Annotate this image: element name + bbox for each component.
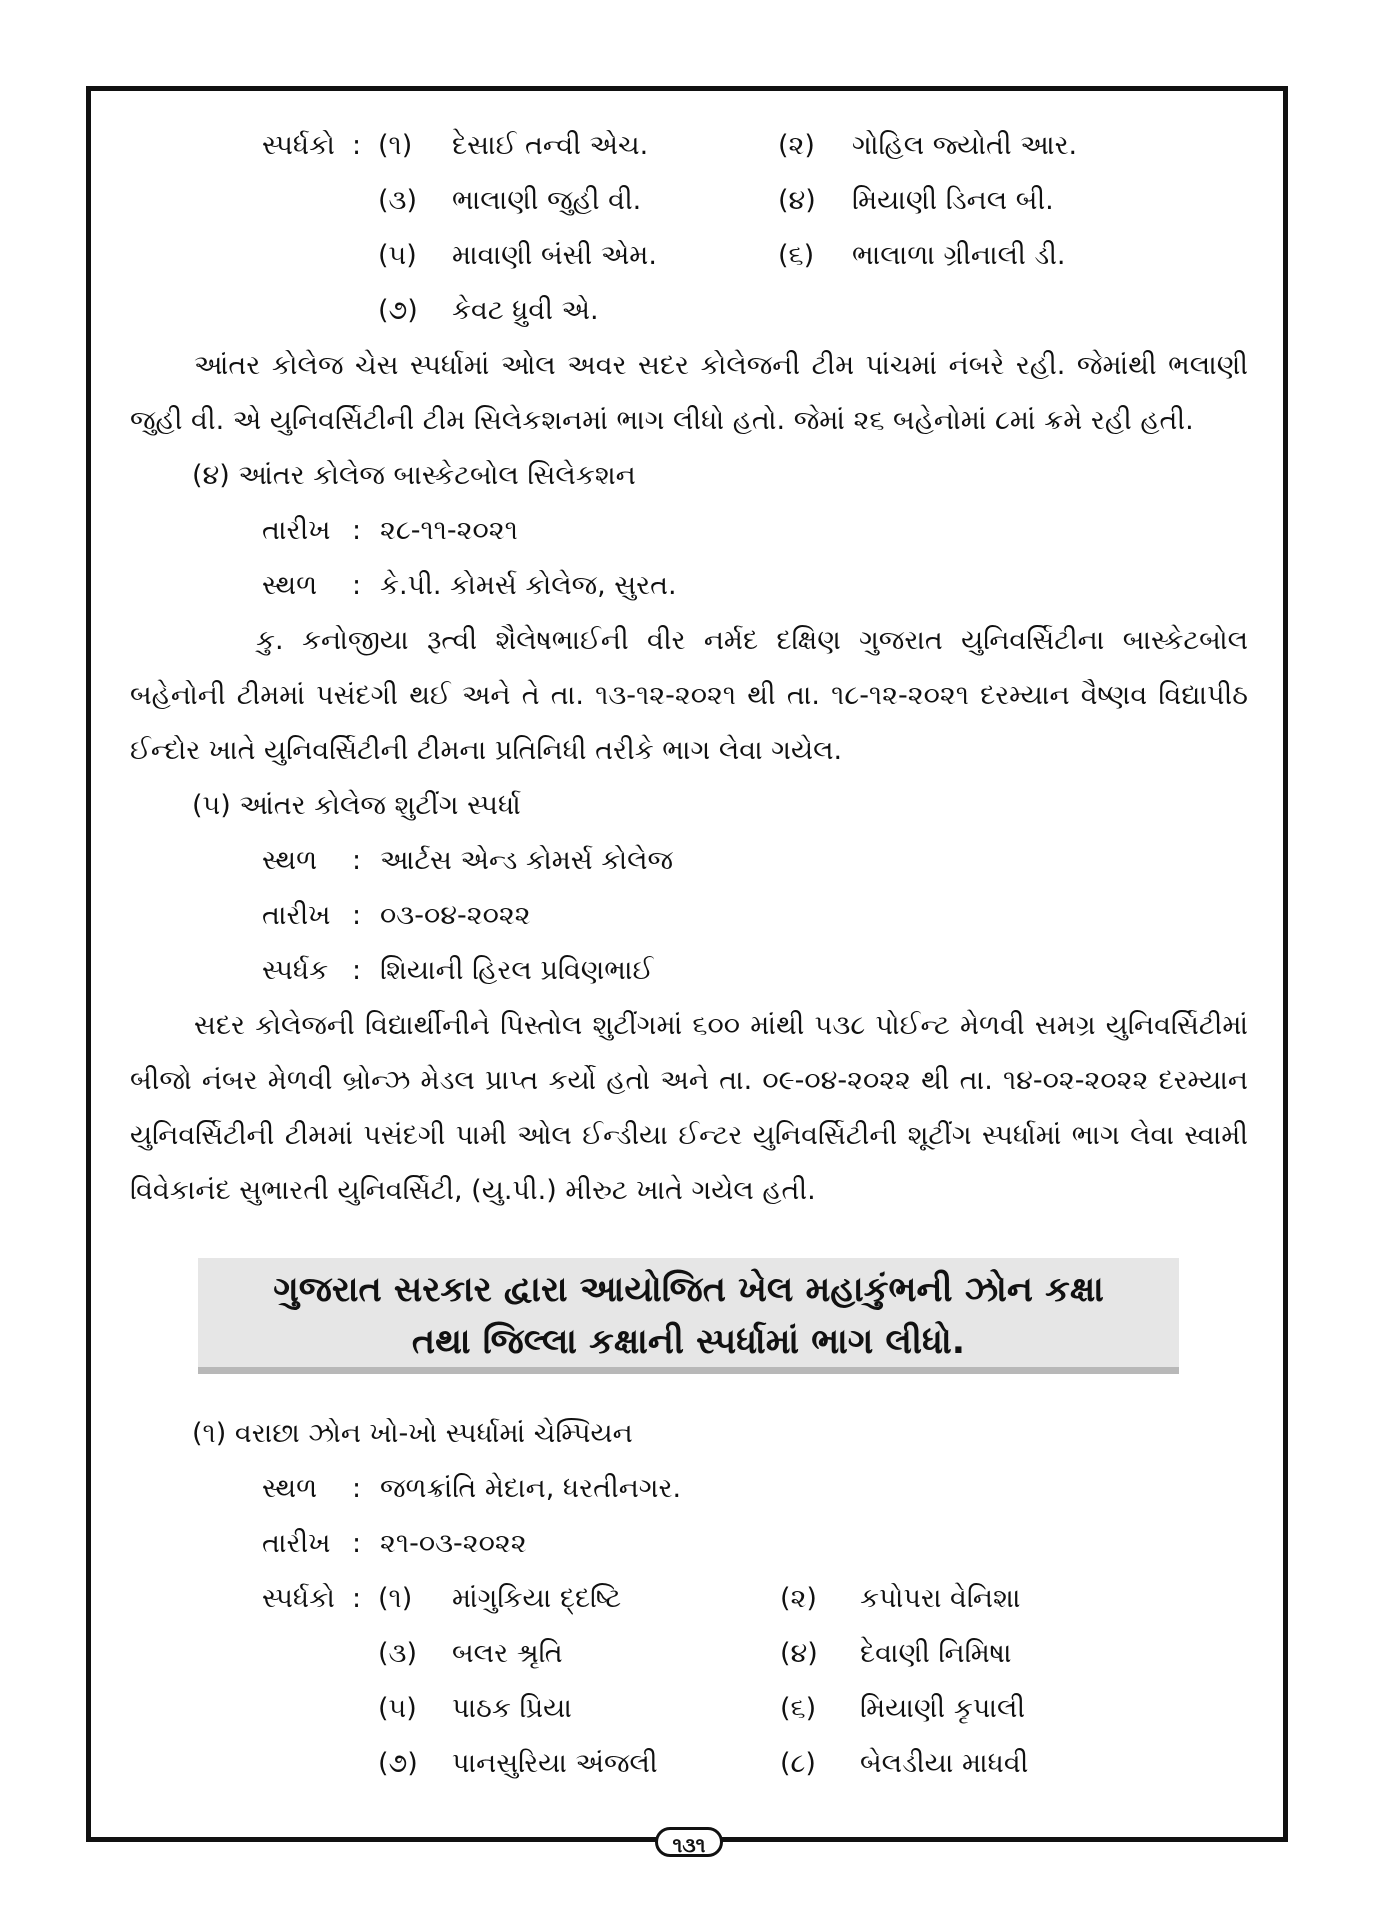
participants-row xyxy=(130,283,1248,338)
place-row xyxy=(130,1461,1248,1516)
participant-name: ભાલાળા ગ્રીનાલી ડી. xyxy=(852,240,1066,271)
participant-num: (૬) xyxy=(780,1693,817,1724)
participants-row xyxy=(130,118,1248,173)
place-row xyxy=(130,558,1248,613)
date-label: તારીખ xyxy=(262,1528,331,1559)
participant-name: માવાણી બંસી એમ. xyxy=(452,240,657,271)
shooting-paragraph: સદર કોલેજની વિદ્યાર્થીનીને પિસ્તોલ શુટીંગમાં ૬૦૦ માંથી ૫૩૮ પોઈન્ટ મેળવી સમગ્ર યુનિવર્સિટીમાં બીજો નંબર મેળવી બ્રોન્ઝ મેડલ પ્રાપ્ત કર્યો હતો અને તા. ૦૯-૦૪-૨૦૨૨ થી તા. ૧૪-૦૨-૨૦૨૨ દરમ્યાન યુનિવર્સિટીની ટીમમાં પસંદગી પામી ઓલ ઈન્ડીયા ઈન્ટર યુનિવર્સિટીની શૂટીંગ સ્પર્ધામાં ભાગ લેવા સ્વામી વિવેકાનંદ સુભારતી યુનિવર્સિટી, (યુ.પી.) મીરુટ ખાતે ગયેલ હતી. xyxy=(130,1010,1248,1206)
participant-name: ગોહિલ જ્યોતી આર. xyxy=(852,130,1078,161)
date-row xyxy=(130,888,1248,943)
participant-row xyxy=(130,943,1248,998)
khokho-section xyxy=(130,1406,1248,1791)
participant-name: મિયાણી કૃપાલી xyxy=(860,1693,1026,1724)
participant-num: (૧) xyxy=(378,1583,413,1614)
place-value: જળક્રાંતિ મેદાન, ધરતીનગર. xyxy=(380,1473,682,1504)
colon: : xyxy=(352,570,362,601)
participant-num: (૪) xyxy=(780,1638,818,1669)
participant-num: (૨) xyxy=(780,1583,817,1614)
place-value: આર્ટસ એન્ડ કોમર્સ કોલેજ xyxy=(380,845,674,876)
banner-line: ગુજરાત સરકાર દ્વારા આયોજિત ખેલ મહાકુંભની ઝોન કક્ષા xyxy=(273,1270,1104,1310)
basketball-paragraph: કુ. કનોજીયા રૂત્વી શૈલેષભાઈની વીર નર્મદ દક્ષિણ ગુજરાત યુનિવર્સિટીના બાસ્કેટબોલ બહેનોની ટીમમાં પસંદગી થઈ અને તે તા. ૧૩-૧૨-૨૦૨૧ થી તા. ૧૮-૧૨-૨૦૨૧ દરમ્યાન વૈષ્ણવ વિદ્યાપીઠ ઈન્દોર ખાતે યુનિવર્સિટીની ટીમના પ્રતિનિધી તરીકે ભાગ લેવા ગયેલ. xyxy=(130,625,1248,766)
participant-num: (૭) xyxy=(378,1748,418,1779)
section-heading xyxy=(130,1406,1248,1461)
participants-row xyxy=(130,228,1248,283)
section-heading xyxy=(130,778,1248,833)
page-number: ૧૩૧ xyxy=(655,1827,723,1857)
participants-label: સ્પર્ધકો xyxy=(262,130,335,161)
date-value: ૦૩-૦૪-૨૦૨૨ xyxy=(380,900,531,931)
colon: : xyxy=(352,515,362,546)
place-value: કે.પી. કોમર્સ કોલેજ, સુરત. xyxy=(380,570,677,601)
main-content xyxy=(130,118,1248,1218)
participant-num: (૨) xyxy=(778,130,815,161)
participant-name: કેવટ ધ્રુવી એ. xyxy=(452,295,599,326)
place-label: સ્થળ xyxy=(262,1473,318,1504)
participant-num: (૩) xyxy=(378,1638,418,1669)
participant-name: પાઠક પ્રિયા xyxy=(452,1693,572,1724)
participant-num: (૫) xyxy=(378,240,417,271)
basketball-heading: (૪) આંતર કોલેજ બાસ્કેટબોલ સિલેકશન xyxy=(192,460,636,491)
colon: : xyxy=(352,1473,362,1504)
participant-num: (૩) xyxy=(378,185,418,216)
date-label: તારીખ xyxy=(262,900,331,931)
shooting-heading: (૫) આંતર કોલેજ શુટીંગ સ્પર્ધા xyxy=(192,790,521,821)
participant-label: સ્પર્ધક xyxy=(262,955,329,986)
participant-name: બલર શ્રૃતિ xyxy=(452,1638,563,1669)
participant-value: શિયાની હિરલ પ્રવિણભાઈ xyxy=(380,955,654,986)
section-banner xyxy=(198,1258,1179,1374)
participant-num: (૮) xyxy=(780,1748,816,1779)
participant-name: દેસાઈ તન્વી એચ. xyxy=(452,130,649,161)
khokho-heading: (૧) વરાછા ઝોન ખો-ખો સ્પર્ધામાં ચેમ્પિયન xyxy=(192,1418,633,1449)
participant-num: (૫) xyxy=(378,1693,417,1724)
place-label: સ્થળ xyxy=(262,570,318,601)
participant-name: કપોપરા વેનિશા xyxy=(860,1583,1021,1614)
participant-name: દેવાણી નિમિષા xyxy=(860,1638,1012,1669)
place-label: સ્થળ xyxy=(262,845,318,876)
participants-row xyxy=(130,1571,1248,1626)
colon: : xyxy=(352,955,362,986)
colon: : xyxy=(352,1583,362,1614)
place-row xyxy=(130,833,1248,888)
date-row xyxy=(130,1516,1248,1571)
banner-line: તથા જિલ્લા કક્ષાની સ્પર્ધામાં ભાગ લીધો. xyxy=(411,1322,966,1362)
date-value: ૨૮-૧૧-૨૦૨૧ xyxy=(380,515,518,546)
participant-name: માંગુકિયા દ્દષ્ટિ xyxy=(452,1583,622,1614)
colon: : xyxy=(352,130,362,161)
participant-name: બેલડીયા માધવી xyxy=(860,1748,1029,1779)
participant-num: (૧) xyxy=(378,130,413,161)
colon: : xyxy=(352,900,362,931)
section-heading xyxy=(130,448,1248,503)
participant-name: પાનસુરિયા અંજલી xyxy=(452,1748,658,1779)
date-label: તારીખ xyxy=(262,515,331,546)
participant-name: ભાલાણી જુહી વી. xyxy=(452,185,642,216)
date-row xyxy=(130,503,1248,558)
participant-num: (૪) xyxy=(778,185,816,216)
participant-num: (૬) xyxy=(778,240,815,271)
colon: : xyxy=(352,845,362,876)
participants-row xyxy=(130,173,1248,228)
participants-row xyxy=(130,1736,1248,1791)
participants-row xyxy=(130,1681,1248,1736)
participant-name: મિયાણી ડિનલ બી. xyxy=(852,185,1054,216)
chess-paragraph: આંતર કોલેજ ચેસ સ્પર્ધામાં ઓલ અવર સદર કોલેજની ટીમ પાંચમાં નંબરે રહી. જેમાંથી ભલાણી જુહી વી. એ યુનિવર્સિટીની ટીમ સિલેકશનમાં ભાગ લીધો હતો. જેમાં ૨૬ બહેનોમાં ૮માં ક્રમે રહી હતી. xyxy=(130,350,1248,436)
participants-label: સ્પર્ધકો xyxy=(262,1583,335,1614)
colon: : xyxy=(352,1528,362,1559)
participant-num: (૭) xyxy=(378,295,418,326)
participants-row xyxy=(130,1626,1248,1681)
date-value: ૨૧-૦૩-૨૦૨૨ xyxy=(380,1528,527,1559)
